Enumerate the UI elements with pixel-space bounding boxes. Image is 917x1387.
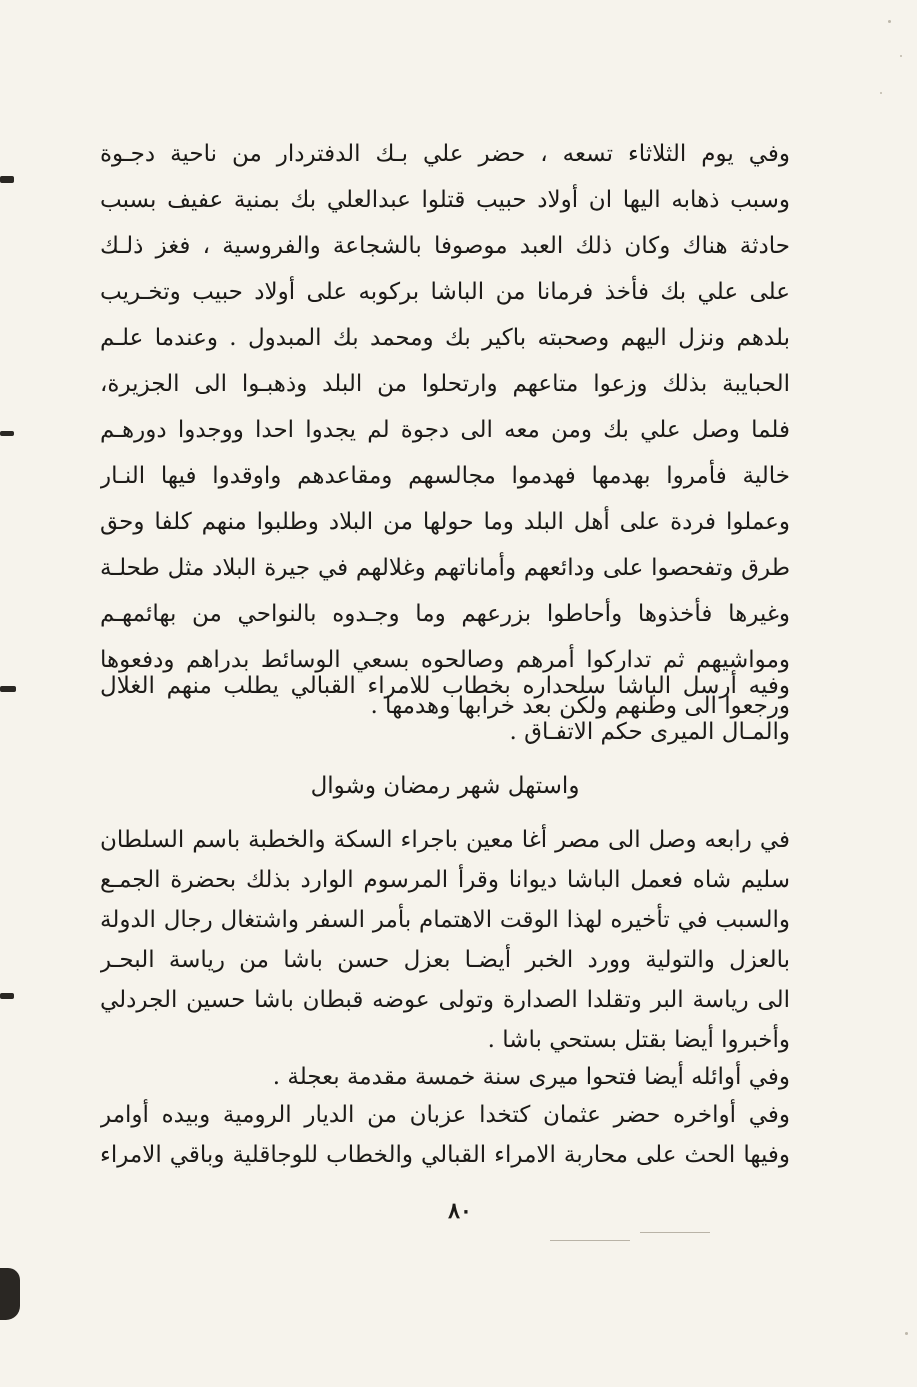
text-line: سليم شاه فعمل الباشا ديوانا وقرأ المرسوم الوارد بذلك بحضرة الجمـع [100,867,790,893]
text-line: فلما وصل علي بك ومن معه الى دجوة لم يجدوا احدا ووجدوا دورهـم [100,417,790,443]
text-line: خالية فأمروا بهدمها فهدموا مجالسهم ومقاعدهم واوقدوا فيها النـار [100,463,790,489]
scan-speck [888,20,891,23]
margin-blot [0,1268,20,1320]
scan-line [550,1240,630,1241]
text-line: وفي أوائله أيضا فتحوا ميرى سنة خمسة مقدمة بعجلة . [272,1064,790,1090]
margin-mark [0,431,14,436]
section-heading: واستهل شهر رمضان وشوال [310,773,580,799]
paragraph-4 [100,1058,790,1096]
scan-speck [900,55,902,57]
margin-mark [0,176,14,183]
text-line: وفيه أرسل الباشا سلحداره بخطاب للامراء القبالي يطلب منهم الغلال [100,673,790,699]
text-line: ومواشيهم ثم تداركوا أمرهم وصالحوه بسعي الوسائط بدراهم ودفعوها [100,647,790,673]
text-line: طرق وتفحصوا على ودائعهم وأماناتهم وغلالهم في جيرة البلاد مثل طحلـة [100,555,790,581]
paragraph-5 [100,1095,790,1175]
text-line: وعملوا فردة على أهل البلد وما حولها من البلاد وطلبوا منهم كلفا وحق [100,509,790,535]
text-line: والسبب في تأخيره لهذا الوقت الاهتمام بأمر السفر واشتغال رجال الدولة [100,907,790,933]
paragraph-3 [100,820,790,1060]
scan-speck [905,1332,908,1335]
text-line: وسبب ذهابه اليها ان أولاد حبيب قتلوا عبدالعلي بك بمنية عفيف بسبب [100,187,790,213]
text-line: بلدهم ونزل اليهم وصحبته باكير بك ومحمد بك المبدول . وعندما علـم [100,325,790,351]
scan-line [640,1232,710,1233]
page-number: ٨٠ [448,1198,472,1224]
text-line: وأخبروا أيضا بقتل بستحي باشا . [487,1027,790,1053]
text-line: على علي بك فأخذ فرمانا من الباشا بركوبه على أولاد حبيب وتخـريب [100,279,790,305]
text-line: الى رياسة البر وتقلدا الصدارة وتولى عوضه قبطان باشا حسين الجردلي [100,987,790,1013]
text-line: الحبايبة بذلك وزعوا متاعهم وارتحلوا من البلد وذهبـوا الى الجزيرة، [100,371,790,397]
text-line: وفي يوم الثلاثاء تسعه ، حضر علي بـك الدفتردار من ناحية دجـوة [100,141,790,167]
margin-mark [0,993,14,999]
margin-mark [0,686,16,692]
text-line: وفيها الحث على محاربة الامراء القبالي والخطاب للوجاقلية وباقي الامراء [100,1142,790,1168]
text-line: بالعزل والتولية وورد الخبر أيضـا بعزل حسن باشا من رياسة البحـر [100,947,790,973]
text-line: حادثة هناك وكان ذلك العبد موصوفا بالشجاعة والفروسية ، فغز ذلـك [100,233,790,259]
scan-speck [880,92,882,94]
text-line: في رابعه وصل الى مصر أغا معين باجراء السكة والخطبة باسم السلطان [100,827,790,853]
text-line: وفي أواخره حضر عثمان كتخدا عزبان من الديار الرومية وبيده أوامر [100,1102,790,1128]
paragraph-2 [100,663,790,755]
paragraph-1 [100,131,790,729]
text-line: ورجعوا الى وطنهم ولكن بعد خرابها وهدمها . [370,693,790,719]
text-line: وغيرها فأخذوها وأحاطوا بزرعهم وما وجـدوه بالنواحي من بهائمهـم [100,601,790,627]
text-line: والمـال الميرى حكم الاتفـاق . [509,719,790,745]
